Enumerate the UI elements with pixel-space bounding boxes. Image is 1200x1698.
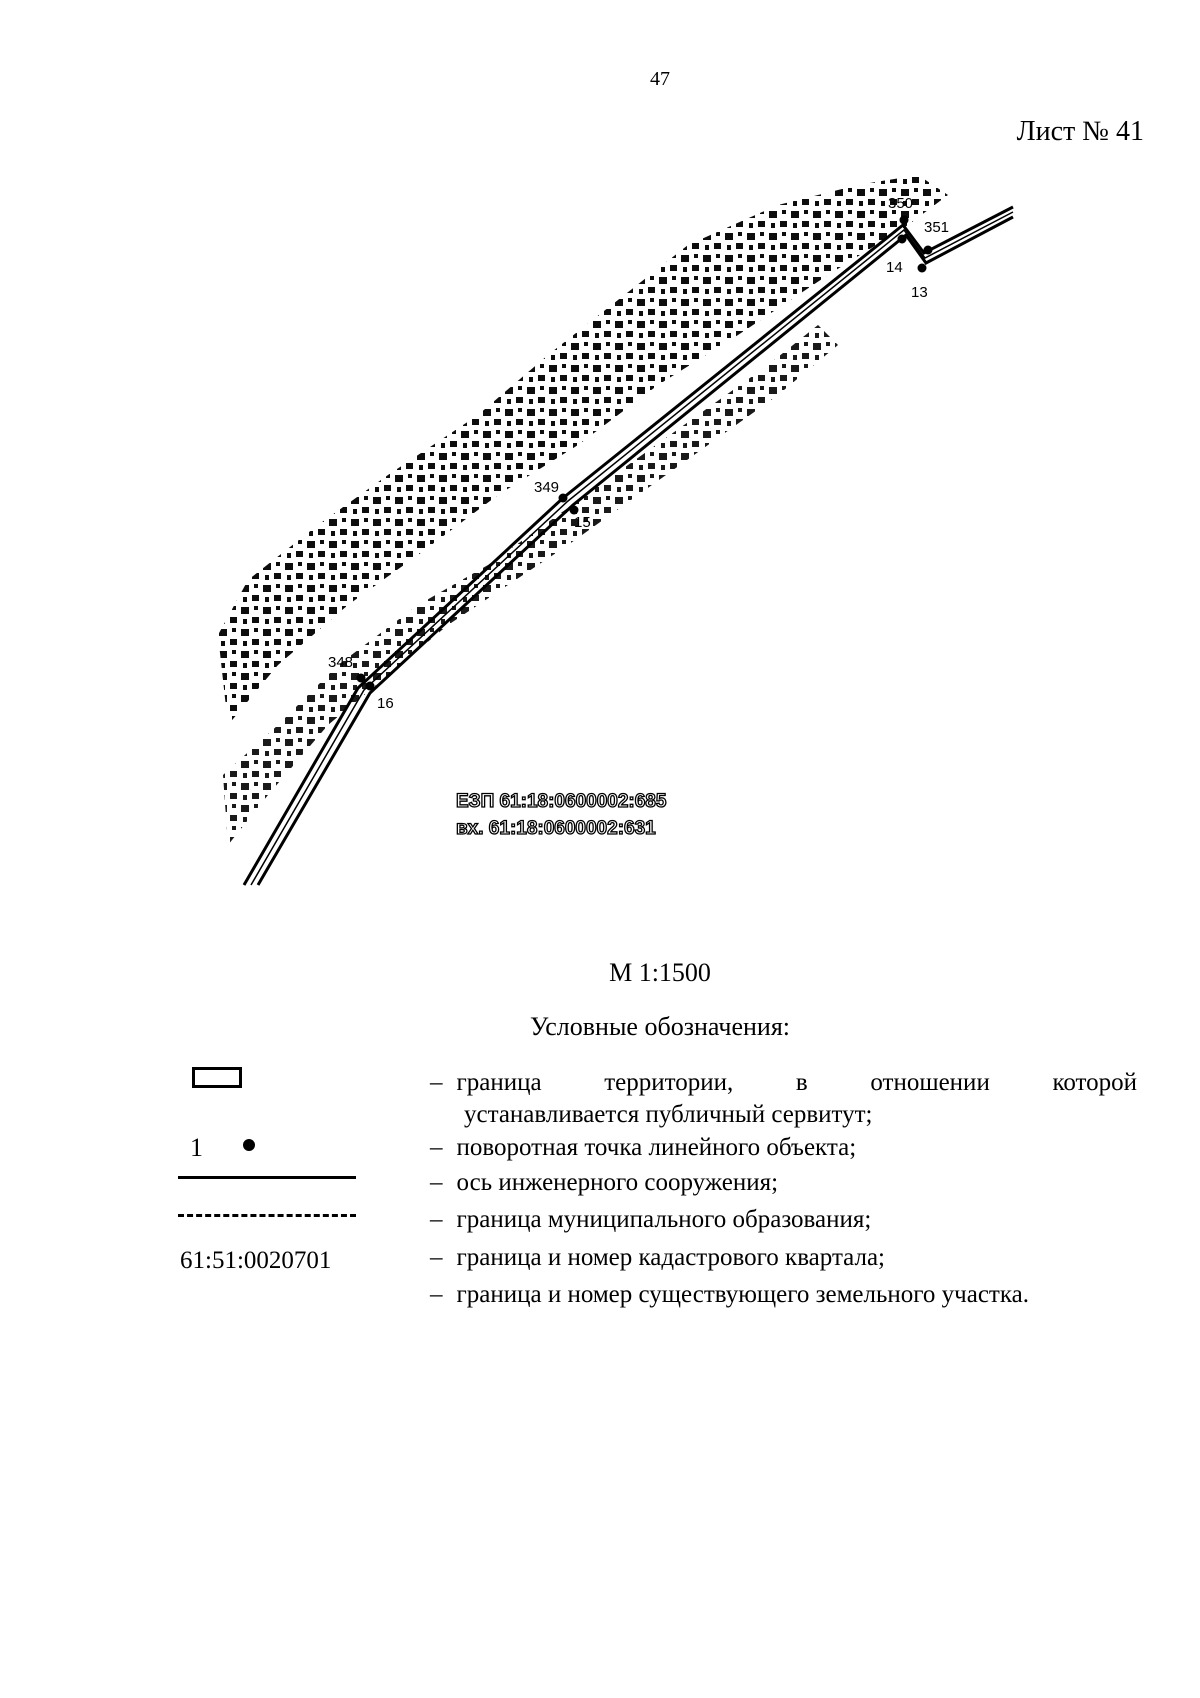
legend-item-municipal: – граница муниципального образования; [430, 1206, 872, 1233]
point-label-350: 350 [888, 195, 914, 212]
parcel-label-secondary: вх. 61:18:0600002:631 [456, 818, 656, 839]
point-label-349: 349 [534, 479, 560, 496]
municipal-boundary-symbol [178, 1214, 356, 1217]
map-scale: М 1:1500 [609, 958, 711, 987]
point-label-16: 16 [377, 695, 394, 712]
parcel-label-primary: ЕЗП 61:18:0600002:685 [456, 791, 667, 812]
legend-dash: – [430, 1069, 443, 1096]
legend-title: Условные обозначения: [529, 1012, 791, 1041]
easement-boundary-symbol [192, 1067, 242, 1088]
legend-item-turning-point: – поворотная точка линейного объекта; [430, 1134, 857, 1161]
point-label-14: 14 [886, 259, 903, 276]
turning-point-number: 1 [190, 1133, 203, 1162]
cadastral-quarter-sample: 61:51:0020701 [180, 1247, 332, 1274]
legend-item-easement-line2: устанавливается публичный сервитут; [464, 1101, 873, 1128]
legend-item-land-plot: – граница и номер существующего земельного участка. [430, 1281, 1029, 1308]
legend-item-easement-line1: – граница территории, в отношении которой [430, 1069, 1137, 1096]
turning-point-dot-icon [243, 1139, 255, 1151]
legend-item-cadastral-quarter: – граница и номер кадастрового квартала; [430, 1244, 886, 1271]
sheet-title: Лист № 41 [1016, 116, 1144, 147]
axis-line-symbol [178, 1176, 356, 1179]
point-label-348: 348 [328, 654, 354, 671]
page-number: 47 [650, 68, 670, 90]
point-label-15: 15 [574, 514, 591, 531]
legend-item-axis: – ось инженерного сооружения; [430, 1169, 779, 1196]
point-label-351: 351 [924, 219, 950, 236]
point-label-13: 13 [911, 284, 928, 301]
map-sheet [218, 165, 1118, 965]
